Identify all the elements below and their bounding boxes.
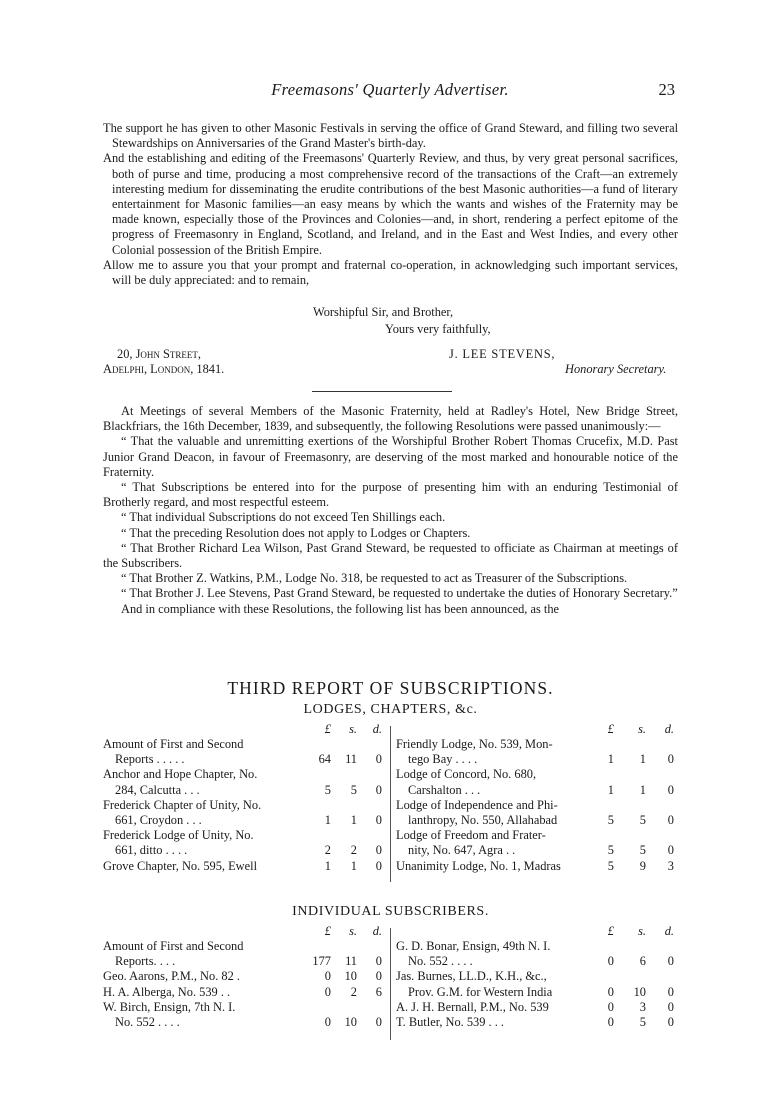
text-line: Resolutions were passed unanimously:— [455, 419, 661, 434]
currency-header: £ [607, 924, 614, 938]
subscriber-name: Unanimity Lodge, No. 1, Madras [396, 858, 561, 873]
amount-shillings: 10 [344, 1014, 357, 1029]
amount-pence: 0 [375, 858, 382, 873]
amount-pence: 3 [667, 858, 674, 873]
amount-shillings: 1 [639, 782, 646, 797]
currency-header: s. [349, 722, 357, 736]
amount-pounds: 1 [324, 858, 331, 873]
amount-shillings: 11 [345, 954, 357, 969]
subscriber-name: A. J. H. Bernall, P.M., No. 539 [396, 999, 549, 1014]
resolution-item [103, 586, 678, 601]
currency-header: £ [324, 722, 331, 736]
text-line: most marked and honourable notice of the Fraternity. [103, 449, 678, 479]
subscriber-name: Lodge of Freedom and Frater- [396, 828, 546, 843]
section-divider [312, 391, 452, 392]
page-number: 23 [658, 80, 675, 99]
subscriber-name: No. 552 . . . . [408, 954, 473, 969]
letter-body [103, 121, 678, 288]
address-line: 20, John Street, [117, 347, 201, 361]
salutation: Worshipful Sir, and Brother, [313, 305, 454, 319]
amount-shillings: 5 [639, 812, 646, 827]
amount-pence: 0 [667, 812, 674, 827]
amount-pounds: 5 [324, 782, 331, 797]
ledger-column-right [396, 924, 677, 1040]
subscriber-name: 661, ditto . . . . [115, 843, 188, 858]
text-line: duties of Honorary Secretary.” [526, 586, 678, 601]
subscriber-name: 284, Calcutta . . . [115, 782, 200, 797]
ledger-column-left [103, 924, 384, 1040]
amount-shillings: 6 [639, 954, 646, 969]
subscriber-name: W. Birch, Ensign, 7th N. I. [103, 999, 236, 1014]
currency-header: s. [638, 722, 646, 736]
text-line: At Meetings of several Members of the Masonic Fraternity, held at Radley's Hotel, [121, 404, 570, 418]
subscriber-name: Prov. G.M. for Western India [408, 984, 553, 999]
currency-header: d. [664, 924, 674, 938]
individuals-heading: INDIVIDUAL SUBSCRIBERS. [292, 904, 489, 919]
text-line: and filling two several Stewardships on Anniversaries of the Grand Master's birth-day. [112, 121, 679, 151]
amount-pence: 0 [375, 843, 382, 858]
signatory-title: Honorary Secretary. [565, 362, 667, 376]
amount-shillings: 5 [639, 1015, 646, 1029]
resolution-item [103, 571, 678, 586]
lodges-ledger [103, 722, 678, 882]
amount-pounds: 2 [324, 843, 331, 858]
currency-header: d. [664, 722, 674, 736]
text-line: “ That Brother Richard Lea Wilson, Past Grand Steward, be requested to officiate as [121, 540, 550, 555]
amount-shillings: 10 [633, 984, 646, 999]
subscriber-name: T. Butler, No. 539 . . . [396, 1015, 505, 1029]
amount-pence: 0 [667, 782, 674, 797]
resolution-item [103, 510, 678, 525]
currency-header: d. [372, 924, 382, 938]
text-line: Testimonial of Brotherly regard, and most respectful esteem. [103, 480, 678, 510]
amount-pounds: 0 [324, 969, 331, 984]
amount-shillings: 5 [350, 782, 357, 797]
currency-header: £ [324, 924, 331, 938]
subscriber-name: Friendly Lodge, No. 539, Mon- [396, 737, 553, 751]
currency-header: £ [607, 722, 614, 736]
currency-header: d. [372, 722, 382, 736]
subscriber-name: Frederick Chapter of Unity, No. [103, 797, 262, 812]
text-line: “ That individual Subscriptions do not exceed Ten Shillings each. [121, 510, 446, 525]
subscriber-name: Amount of First and Second [103, 939, 244, 953]
amount-shillings: 1 [639, 752, 646, 767]
subscriber-name: nity, No. 647, Agra . . [408, 843, 516, 858]
subscriber-name: Reports. . . . [115, 954, 176, 969]
subscriber-name: Frederick Lodge of Unity, No. [103, 828, 254, 843]
amount-pence: 0 [375, 752, 382, 767]
text-line: contributions of the best Masonic authorities—a fund of literary entertainment for Masonic [112, 181, 678, 212]
amount-shillings: 1 [350, 858, 357, 873]
amount-pounds: 0 [607, 984, 614, 999]
ledger-column-right [396, 722, 677, 882]
amount-pounds: 5 [607, 858, 614, 873]
resolution-item [103, 541, 678, 571]
amount-shillings: 9 [639, 858, 646, 873]
resolution-item [103, 480, 678, 510]
amount-pence: 0 [375, 954, 382, 969]
valediction: Yours very faithfully, [385, 322, 491, 336]
resolutions-intro [103, 404, 678, 434]
amount-shillings: 2 [350, 984, 357, 999]
running-title: Freemasons' Quarterly Advertiser. [271, 80, 509, 99]
amount-pence: 0 [375, 1014, 382, 1029]
amount-pounds: 1 [607, 782, 614, 797]
amount-pence: 0 [375, 782, 382, 797]
running-head [105, 80, 675, 104]
text-line: “ That the preceding Resolution does not apply to Lodges or Chapters. [121, 525, 471, 540]
amount-pounds: 5 [607, 843, 614, 858]
resolutions-closing: And in compliance with these Resolutions, the following list has been announced, as the [121, 601, 560, 616]
amount-pence: 0 [375, 812, 382, 827]
text-line: “ That the valuable and unremitting exertions of the Worshipful Brother Robert Thomas [121, 434, 572, 449]
amount-pounds: 177 [312, 954, 331, 969]
paragraph [103, 151, 678, 257]
subscriber-name: H. A. Alberga, No. 539 . . [103, 984, 231, 999]
amount-pounds: 0 [324, 1014, 331, 1029]
amount-pence: 0 [667, 984, 674, 999]
text-line: families—an easy means by which the wants and wishes of the Fraternity may be made [112, 197, 678, 227]
subscriber-name: Lodge of Independence and Phi- [396, 797, 558, 812]
column-divider [390, 928, 391, 1040]
subscriber-name: Geo. Aarons, P.M., No. 82 . [103, 969, 240, 984]
amount-pounds: 0 [607, 954, 614, 969]
ledger-column-left [103, 722, 384, 882]
amount-pence: 6 [375, 984, 382, 999]
amount-pence: 0 [667, 843, 674, 858]
text-line: known, especially those of the Provinces and Colonies—and, in short, rendering a perfect [143, 212, 601, 227]
paragraph [103, 121, 678, 151]
text-line: epitome of the progress of Freemasonry in England, Scotland, and Ireland, and in the East [112, 212, 678, 242]
subscriber-name: Carshalton . . . [408, 782, 481, 797]
amount-pounds: 64 [318, 752, 331, 767]
amount-pounds: 1 [324, 812, 331, 827]
column-divider [390, 726, 391, 882]
text-line: New Bridge Street, Blackfriars, the 16th December, 1839, and subsequently, the following [103, 404, 678, 434]
resolution-item [103, 526, 678, 541]
amount-pence: 0 [667, 954, 674, 969]
amount-pounds: 0 [607, 1015, 614, 1029]
amount-pence: 0 [375, 969, 382, 984]
amount-pounds: 0 [607, 999, 614, 1014]
subscriber-name: Reports . . . . . [115, 752, 185, 767]
text-line: The support he has given to other Masonic Festivals in serving the office of Grand Steward, [103, 121, 563, 135]
amount-pounds: 5 [607, 812, 614, 827]
text-line: and West Indies, and every other Colonial possession of the British Empire. [112, 227, 678, 257]
report-title: THIRD REPORT OF SUBSCRIPTIONS. [227, 678, 554, 698]
subscriber-name: lanthropy, No. 550, Allahabad [408, 812, 558, 827]
amount-shillings: 11 [345, 752, 357, 767]
text-line: transactions of the Craft—an extremely interesting medium for disseminating the erudite [112, 166, 678, 196]
amount-pence: 0 [667, 999, 674, 1014]
amount-shillings: 2 [350, 843, 357, 858]
text-line: Chairman at meetings of the Subscribers. [103, 540, 678, 571]
subscriber-name: Lodge of Concord, No. 680, [396, 767, 537, 782]
subscriber-name: Amount of First and Second [103, 737, 244, 751]
subscriber-name: G. D. Bonar, Ensign, 49th N. I. [396, 939, 551, 953]
lodges-heading: LODGES, CHAPTERS, &c. [303, 702, 478, 717]
text-line: “ That Brother Z. Watkins, P.M., Lodge No. 318, be requested to act as Treasurer of [121, 571, 536, 586]
text-line: important services, will be duly appreciated: and to remain, [112, 257, 678, 288]
amount-pence: 0 [667, 752, 674, 767]
text-line: “ That Brother J. Lee Stevens, Past Grand Steward, be requested to undertake the [121, 586, 524, 601]
subscriber-name: 661, Croydon . . . [115, 812, 202, 827]
resolutions [103, 404, 678, 617]
subscriber-name: Grove Chapter, No. 595, Ewell [103, 858, 258, 873]
amount-pounds: 0 [324, 984, 331, 999]
address-line: Adelphi, London, 1841. [103, 362, 225, 376]
individuals-ledger [103, 924, 678, 1040]
text-line: personal sacrifices, both of purse and time, producing a most comprehensive record of the [112, 151, 678, 181]
currency-header: s. [638, 924, 646, 938]
text-line: Allow me to assure you that your prompt and fraternal co-operation, in acknowledging such [103, 257, 578, 272]
subscriber-name: No. 552 . . . . [115, 1014, 180, 1029]
amount-pence: 0 [667, 1015, 674, 1029]
amount-shillings: 10 [344, 969, 357, 984]
amount-pounds: 1 [607, 752, 614, 767]
subscriber-name: Jas. Burnes, LL.D., K.H., &c., [396, 969, 547, 984]
amount-shillings: 3 [639, 999, 646, 1014]
amount-shillings: 1 [350, 812, 357, 827]
currency-header: s. [349, 924, 357, 938]
signatory: J. LEE STEVENS, [449, 347, 556, 361]
subscriber-name: tego Bay . . . . [408, 752, 478, 767]
amount-shillings: 5 [639, 843, 646, 858]
text-line: Crucefix, M.D. Past Junior Grand Deacon, in favour of Freemasonry, are deserving of the [103, 434, 678, 464]
paragraph [103, 258, 678, 288]
text-line: “ That Subscriptions be entered into for the purpose of presenting him with an enduring [121, 480, 598, 495]
subscriber-name: Anchor and Hope Chapter, No. [103, 767, 258, 782]
text-line: And the establishing and editing of the Freemasons' Quarterly Review, and thus, by very great [103, 151, 579, 166]
resolution-item [103, 434, 678, 480]
text-line: the Subscriptions. [538, 571, 628, 586]
